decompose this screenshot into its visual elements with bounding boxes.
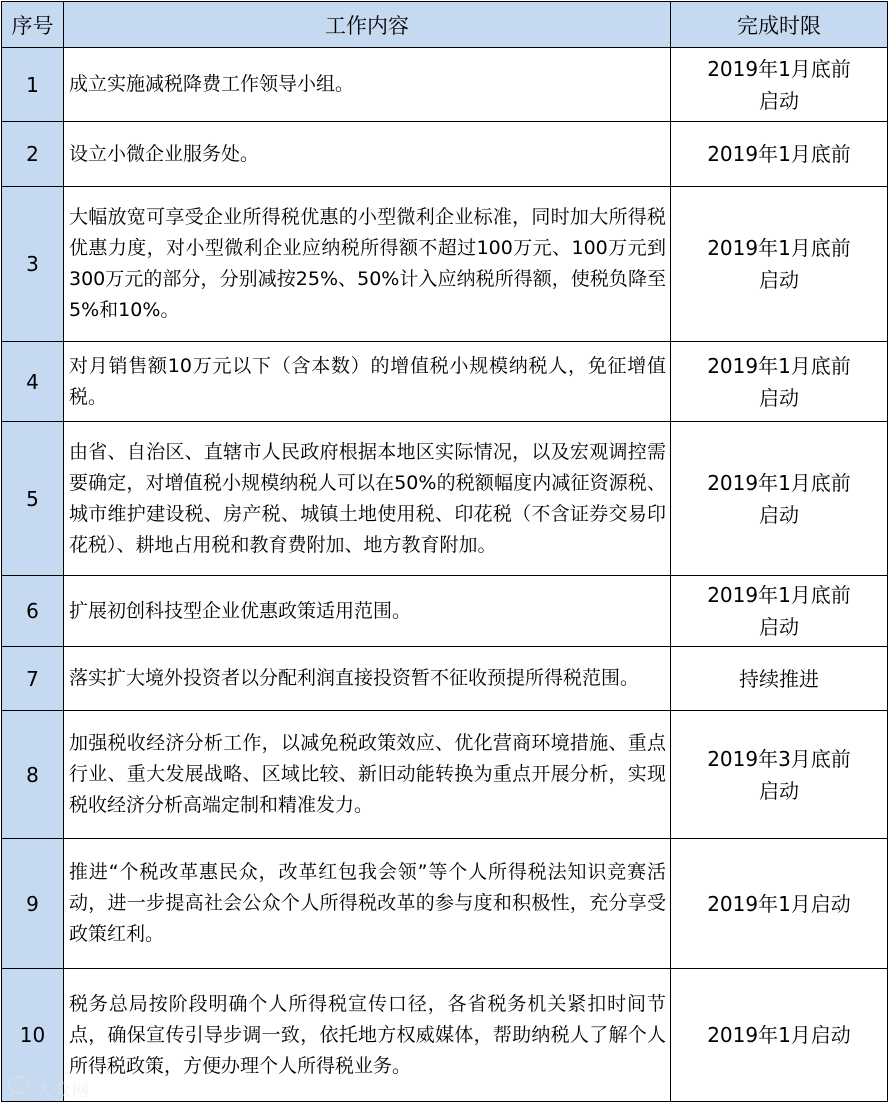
watermark-text: 大众网 xyxy=(36,1080,90,1101)
header-content: 工作内容 xyxy=(64,2,671,48)
row-deadline: 2019年3月底前启动 xyxy=(707,746,851,803)
row-deadline: 2019年1月启动 xyxy=(707,891,851,916)
row-deadline: 2019年1月底前启动 xyxy=(707,470,851,527)
header-row xyxy=(2,2,888,48)
row-content: 对月销售额10万元以下（含本数）的增值税小规模纳税人，免征增值税。 xyxy=(64,342,671,422)
header-deadline: 完成时限 xyxy=(671,2,888,48)
table-row xyxy=(2,422,888,576)
watermark xyxy=(6,1075,90,1101)
row-content: 设立小微企业服务处。 xyxy=(64,122,671,187)
table-row xyxy=(2,839,888,969)
row-content: 推进“个税改革惠民众，改革红包我会领”等个人所得税法知识竞赛活动，进一步提高社会公众个人所得税改革的参与度和积极性，充分享受政策红利。 xyxy=(64,839,671,969)
row-number: 8 xyxy=(2,711,64,839)
row-number: 3 xyxy=(2,187,64,342)
row-content: 由省、自治区、直辖市人民政府根据本地区实际情况，以及宏观调控需要确定，对增值税小规模纳税人可以在50%的税额幅度内减征资源税、城市维护建设税、房产税、城镇土地使用税、印花税（不含证券交易印花税）、耕地占用税和教育费附加、地方教育附加。 xyxy=(64,422,671,576)
row-deadline: 2019年1月底前启动 xyxy=(707,583,851,639)
row-deadline: 2019年1月底前启动 xyxy=(707,236,851,292)
row-content: 扩展初创科技型企业优惠政策适用范围。 xyxy=(64,576,671,647)
row-number: 4 xyxy=(2,342,64,422)
speech-bubble-logo-icon xyxy=(6,1075,32,1101)
table-row xyxy=(2,576,888,647)
table-row xyxy=(2,969,888,1102)
table-row xyxy=(2,342,888,422)
row-deadline: 2019年1月底前启动 xyxy=(707,56,851,113)
row-deadline: 2019年1月底前启动 xyxy=(707,353,851,410)
row-deadline: 2019年1月启动 xyxy=(707,1023,851,1047)
table-row xyxy=(2,48,888,122)
row-deadline: 2019年1月底前 xyxy=(707,142,851,166)
table-row xyxy=(2,647,888,711)
row-content: 落实扩大境外投资者以分配利润直接投资暂不征收预提所得税范围。 xyxy=(64,647,671,711)
row-number: 7 xyxy=(2,647,64,711)
task-table xyxy=(1,1,888,1102)
row-number: 5 xyxy=(2,422,64,576)
row-content: 税务总局按阶段明确个人所得税宣传口径，各省税务机关紧扣时间节点，确保宣传引导步调一致，依托地方权威媒体，帮助纳税人了解个人所得税政策，方便办理个人所得税业务。 xyxy=(64,969,671,1102)
table-row xyxy=(2,187,888,342)
header-no: 序号 xyxy=(2,2,64,48)
row-number: 2 xyxy=(2,122,64,187)
row-number: 10 xyxy=(2,969,64,1102)
table-row xyxy=(2,711,888,839)
table-row xyxy=(2,122,888,187)
row-deadline: 持续推进 xyxy=(739,666,819,691)
row-number: 9 xyxy=(2,839,64,969)
row-content: 成立实施减税降费工作领导小组。 xyxy=(64,48,671,122)
row-number: 1 xyxy=(2,48,64,122)
row-content: 加强税收经济分析工作，以减免税政策效应、优化营商环境措施、重点行业、重大发展战略、区域比较、新旧动能转换为重点开展分析，实现税收经济分析高端定制和精准发力。 xyxy=(64,711,671,839)
row-content: 大幅放宽可享受企业所得税优惠的小型微利企业标准，同时加大所得税优惠力度，对小型微利企业应纳税所得额不超过100万元、100万元到300万元的部分，分别减按25%、50%计入应纳税所得额，使税负降至5%和10%。 xyxy=(64,187,671,342)
row-number: 6 xyxy=(2,576,64,647)
